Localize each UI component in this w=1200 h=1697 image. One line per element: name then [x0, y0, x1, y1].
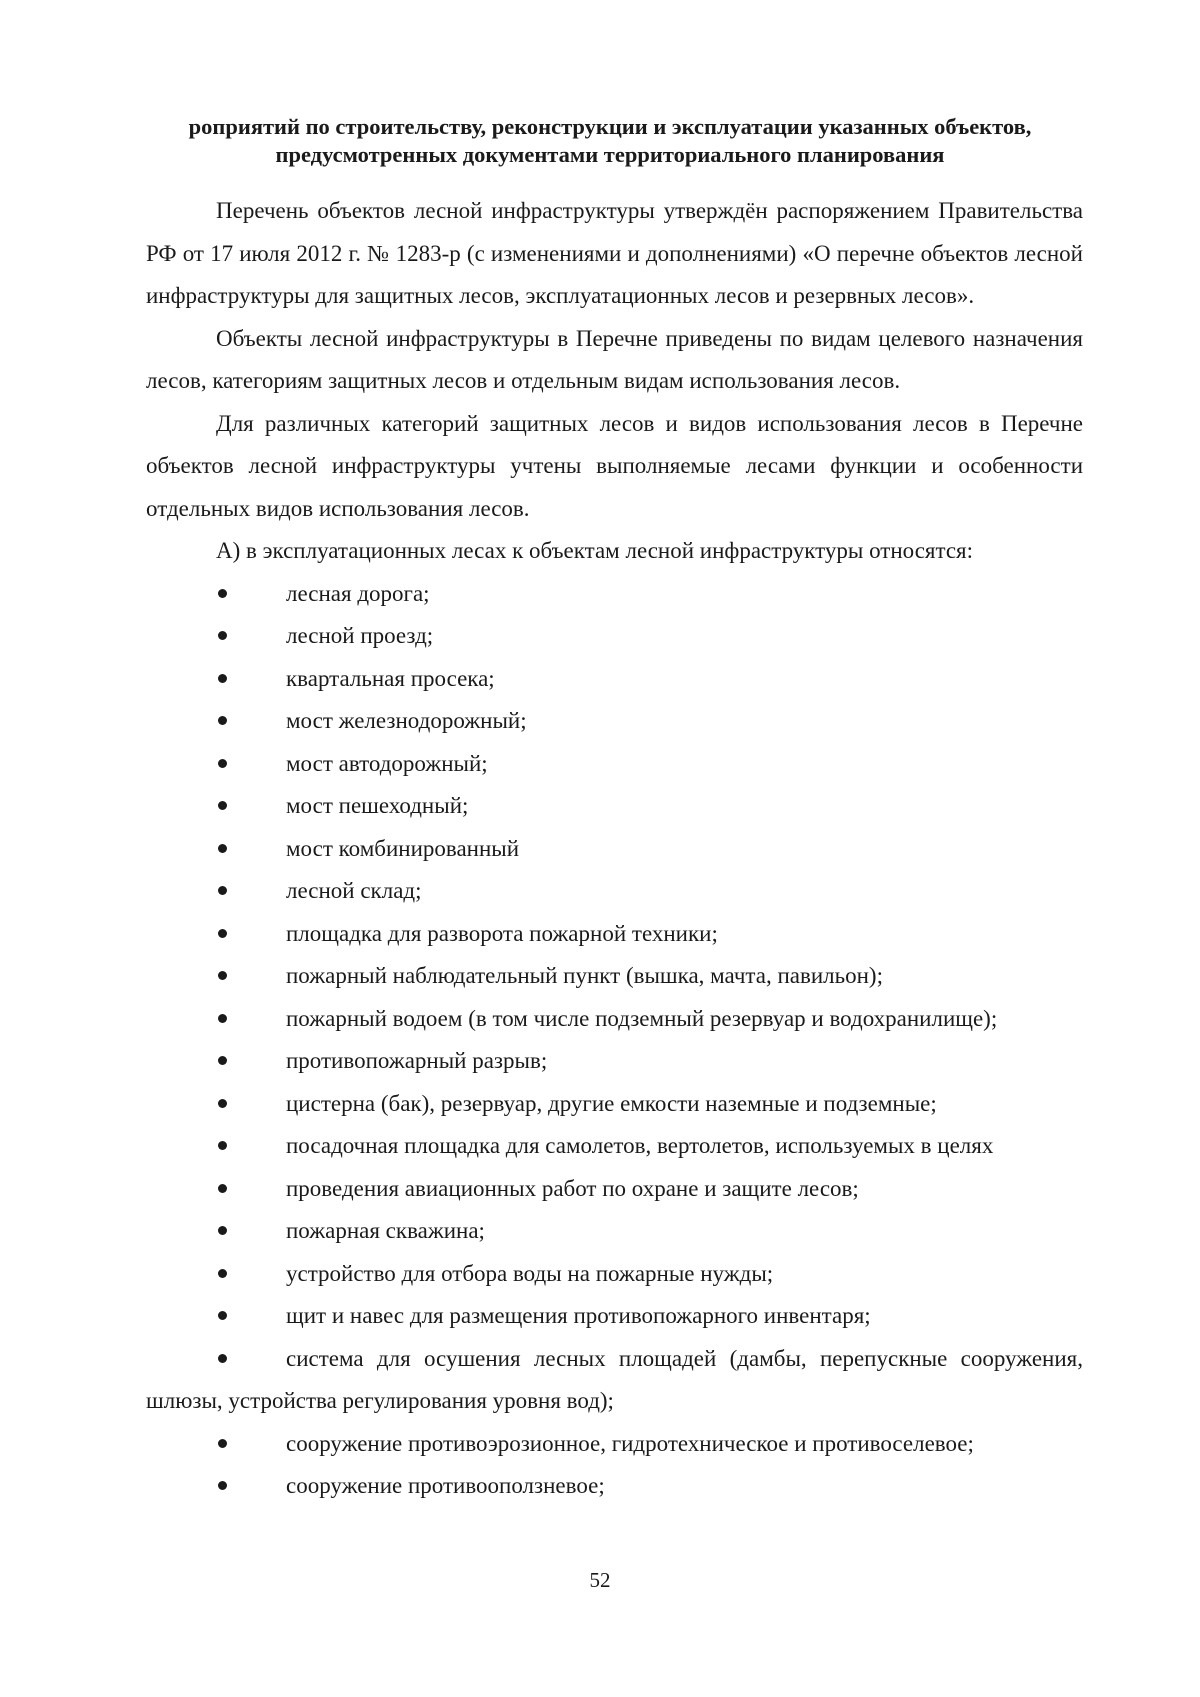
list-item	[146, 1253, 1083, 1296]
list-item	[146, 1465, 1083, 1508]
list-item-text: проведения авиационных работ по охране и защите лесов;	[286, 1175, 859, 1201]
list-item	[146, 998, 1083, 1041]
list-item-text: мост автодорожный;	[286, 750, 488, 776]
body-text	[146, 190, 1083, 1508]
list-item-text: система для осушения лесных площадей (дамбы, перепускные сооружения, шлюзы, устройства регулирования уровня вод);	[146, 1345, 1083, 1413]
list-item	[146, 828, 1083, 871]
list-item-text: лесной склад;	[286, 878, 422, 903]
list-item-text: лесной проезд;	[286, 623, 434, 648]
list-item-text: цистерна (бак), резервуар, другие емкости наземные и подземные;	[286, 1090, 937, 1116]
list-item-text: лесная дорога;	[286, 580, 430, 606]
list-item	[146, 785, 1083, 828]
list-item-text: пожарная скважина;	[286, 1218, 485, 1243]
list-item	[146, 1295, 1083, 1338]
list-item-text: мост железнодорожный;	[286, 708, 527, 733]
list-item-text: пожарный водоем (в том числе подземный резервуар и водохранилище);	[286, 1005, 998, 1031]
list-item-text: мост пешеходный;	[286, 793, 469, 818]
paragraph-4: А) в эксплуатационных лесах к объектам лесной инфраструктуры относятся:	[216, 538, 974, 563]
list-item-text: квартальная просека;	[286, 665, 495, 691]
list-item-text: пожарный наблюдательный пункт (вышка, мачта, павильон);	[286, 963, 883, 988]
list-item-text: сооружение противоэрозионное, гидротехническое и противоселевое;	[286, 1430, 974, 1456]
list-item-text: посадочная площадка для самолетов, вертолетов, используемых в целях	[286, 1133, 994, 1158]
paragraph-1: Перечень объектов лесной инфраструктуры утверждён распоряжением Правительства РФ от 17 июля 2012 г. № 1283-р (с изменениями и дополнениями) «О перечне объектов лесной инфраструктуры для защитных лесов, эксплуатационных лесов и резервных лесов».	[146, 198, 1083, 308]
list-item	[146, 1125, 1083, 1168]
heading-line-1: роприятий по строительству, реконструкции и эксплуатации указанных объектов,	[188, 114, 1032, 139]
section-heading	[140, 113, 1080, 169]
list-item	[146, 573, 1083, 616]
list-item	[146, 743, 1083, 786]
list-item-text: устройство для отбора воды на пожарные нужды;	[286, 1260, 774, 1286]
list-item	[146, 955, 1083, 998]
list-item-text: щит и навес для размещения противопожарного инвентаря;	[286, 1303, 871, 1328]
list-item	[146, 1338, 1083, 1423]
list-item	[146, 913, 1083, 956]
list-item	[146, 1423, 1083, 1466]
infrastructure-list	[146, 573, 1083, 1508]
list-item	[146, 700, 1083, 743]
list-item-text: площадка для разворота пожарной техники;	[286, 920, 718, 946]
list-item	[146, 658, 1083, 701]
list-item	[146, 1083, 1083, 1126]
page-number: 52	[589, 1568, 611, 1592]
list-item	[146, 870, 1083, 913]
list-item	[146, 1168, 1083, 1211]
paragraph-2: Объекты лесной инфраструктуры в Перечне приведены по видам целевого назначения лесов, категориям защитных лесов и отдельным видам использования лесов.	[146, 325, 1083, 393]
list-item-text: противопожарный разрыв;	[286, 1048, 548, 1073]
list-item	[146, 1040, 1083, 1083]
heading-line-2: предусмотренных документами территориального планирования	[275, 142, 945, 167]
list-item	[146, 1210, 1083, 1253]
list-item-text: мост комбинированный	[286, 835, 520, 861]
list-item-text: сооружение противооползневое;	[286, 1473, 605, 1498]
paragraph-3: Для различных категорий защитных лесов и видов использования лесов в Перечне объектов лесной инфраструктуры учтены выполняемые лесами функции и особенности отдельных видов использования лесов.	[146, 410, 1083, 521]
list-item	[146, 615, 1083, 658]
